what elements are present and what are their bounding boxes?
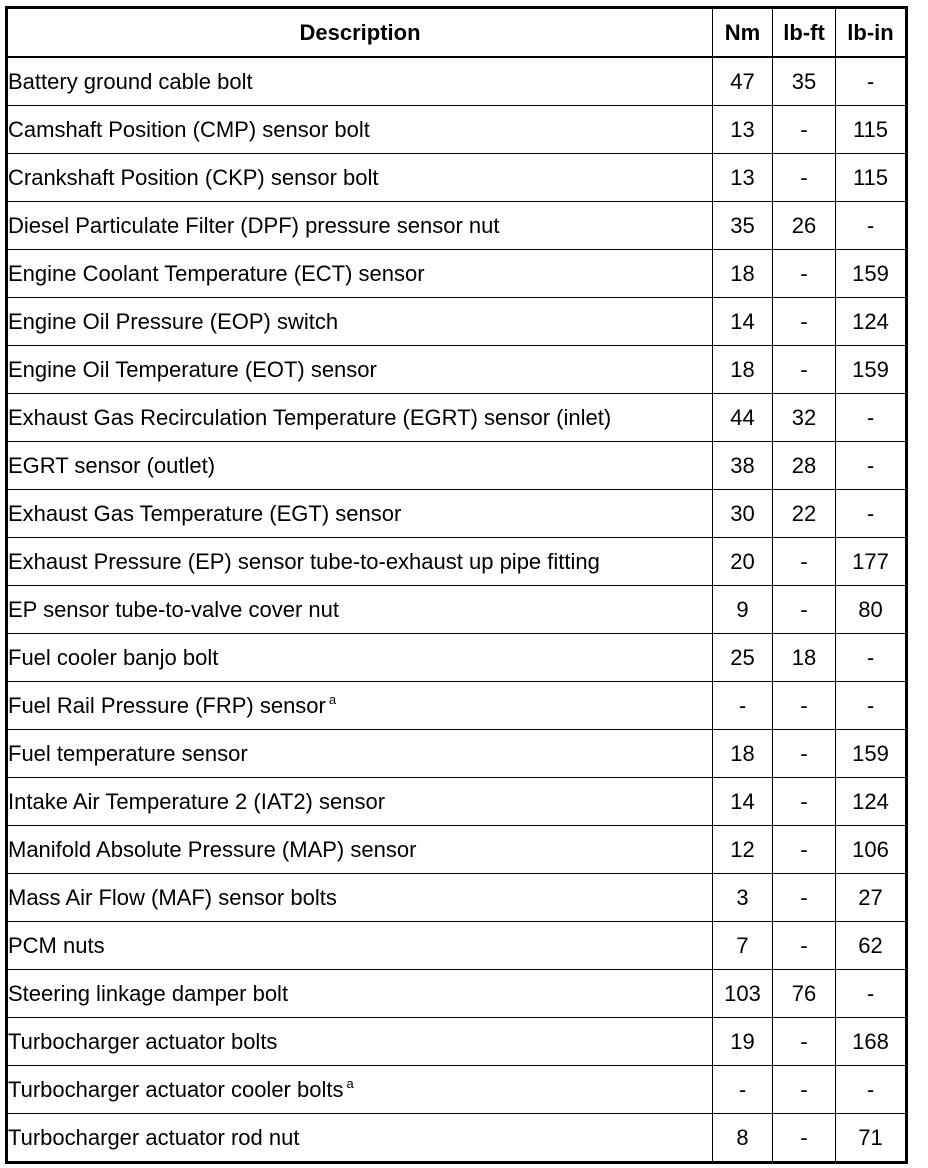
lbin-cell: - [836, 202, 907, 250]
lbin-cell: - [836, 1066, 907, 1114]
lbft-cell: - [773, 682, 836, 730]
lbin-cell: - [836, 490, 907, 538]
description-text: Camshaft Position (CMP) sensor bolt [8, 116, 370, 142]
description-cell [7, 490, 713, 538]
table-row [7, 1114, 907, 1163]
table-row [7, 538, 907, 586]
lbft-cell: 18 [773, 634, 836, 682]
lbin-cell: 159 [836, 250, 907, 298]
nm-cell: 18 [713, 250, 773, 298]
table-row [7, 490, 907, 538]
description-cell [7, 874, 713, 922]
description-text: Intake Air Temperature 2 (IAT2) sensor [8, 788, 386, 814]
lbin-cell: 62 [836, 922, 907, 970]
lbin-cell: - [836, 970, 907, 1018]
lbin-cell: 115 [836, 154, 907, 202]
lbin-cell: - [836, 57, 907, 106]
lbft-cell: 22 [773, 490, 836, 538]
lbin-cell: - [836, 634, 907, 682]
lbft-cell: - [773, 1066, 836, 1114]
nm-cell: - [713, 1066, 773, 1114]
lbft-cell: 32 [773, 394, 836, 442]
description-cell [7, 442, 713, 490]
lbft-cell: - [773, 538, 836, 586]
lbft-cell: - [773, 346, 836, 394]
lbft-cell: - [773, 826, 836, 874]
description-cell [7, 298, 713, 346]
description-cell [7, 106, 713, 154]
lbin-cell: - [836, 442, 907, 490]
description-text: Crankshaft Position (CKP) sensor bolt [8, 164, 379, 190]
description-text: Manifold Absolute Pressure (MAP) sensor [8, 836, 417, 862]
description-cell [7, 154, 713, 202]
lbft-cell: - [773, 922, 836, 970]
description-cell [7, 538, 713, 586]
table-row [7, 826, 907, 874]
nm-cell: 14 [713, 778, 773, 826]
description-text: Exhaust Pressure (EP) sensor tube-to-exhaust up pipe fitting [8, 548, 600, 574]
table-row [7, 970, 907, 1018]
description-text: Battery ground cable bolt [8, 68, 253, 94]
nm-cell: 13 [713, 154, 773, 202]
description-cell [7, 1018, 713, 1066]
lbin-cell: 115 [836, 106, 907, 154]
lbft-cell: - [773, 1018, 836, 1066]
lbft-cell: - [773, 1114, 836, 1163]
lbft-cell: - [773, 730, 836, 778]
lbin-cell: 124 [836, 778, 907, 826]
table-row [7, 346, 907, 394]
description-cell [7, 346, 713, 394]
description-cell [7, 922, 713, 970]
table-row [7, 682, 907, 730]
nm-cell: 3 [713, 874, 773, 922]
table-row [7, 730, 907, 778]
description-cell [7, 682, 713, 730]
lbin-cell: 168 [836, 1018, 907, 1066]
lbin-cell: - [836, 394, 907, 442]
table-row [7, 298, 907, 346]
description-text: Steering linkage damper bolt [8, 980, 289, 1006]
table-row [7, 202, 907, 250]
lbin-cell: 106 [836, 826, 907, 874]
torque-specifications-table [5, 6, 908, 1164]
nm-cell: 20 [713, 538, 773, 586]
description-cell [7, 778, 713, 826]
lbft-cell: 28 [773, 442, 836, 490]
lbft-cell: - [773, 250, 836, 298]
nm-cell: - [713, 682, 773, 730]
nm-cell: 18 [713, 730, 773, 778]
description-cell [7, 970, 713, 1018]
description-text: Turbocharger actuator bolts [8, 1028, 278, 1054]
table-row [7, 106, 907, 154]
description-cell [7, 826, 713, 874]
description-text: Turbocharger actuator rod nut [8, 1124, 300, 1150]
lbft-cell: 35 [773, 57, 836, 106]
nm-cell: 30 [713, 490, 773, 538]
description-text: PCM nuts [8, 932, 105, 958]
description-cell [7, 730, 713, 778]
nm-cell: 13 [713, 106, 773, 154]
table-row [7, 634, 907, 682]
lbin-cell: 71 [836, 1114, 907, 1163]
lbin-cell: 159 [836, 730, 907, 778]
table-row [7, 778, 907, 826]
table-row [7, 874, 907, 922]
table-row [7, 922, 907, 970]
lbft-cell: - [773, 586, 836, 634]
table-row [7, 442, 907, 490]
footnote-marker: a [346, 1076, 354, 1091]
table-row [7, 394, 907, 442]
header-lbin: lb-in [836, 8, 907, 58]
lbin-cell: 177 [836, 538, 907, 586]
description-text: Exhaust Gas Temperature (EGT) sensor [8, 500, 402, 526]
nm-cell: 44 [713, 394, 773, 442]
lbin-cell: 159 [836, 346, 907, 394]
description-text: Turbocharger actuator cooler bolts [8, 1077, 344, 1102]
nm-cell: 47 [713, 57, 773, 106]
nm-cell: 38 [713, 442, 773, 490]
nm-cell: 12 [713, 826, 773, 874]
description-text: Engine Oil Pressure (EOP) switch [8, 308, 339, 334]
header-lbft: lb-ft [773, 8, 836, 58]
lbft-cell: 76 [773, 970, 836, 1018]
description-cell [7, 634, 713, 682]
description-cell [7, 586, 713, 634]
description-cell [7, 1114, 713, 1163]
table-row [7, 154, 907, 202]
table-row [7, 586, 907, 634]
table-row [7, 1066, 907, 1114]
lbin-cell: - [836, 682, 907, 730]
nm-cell: 8 [713, 1114, 773, 1163]
lbft-cell: - [773, 778, 836, 826]
description-text: Fuel temperature sensor [8, 740, 248, 766]
lbin-cell: 124 [836, 298, 907, 346]
table-row [7, 57, 907, 106]
description-cell [7, 394, 713, 442]
description-cell [7, 202, 713, 250]
header-row [7, 8, 907, 58]
footnote-marker: a [328, 692, 337, 707]
lbin-cell: 80 [836, 586, 907, 634]
lbin-cell: 27 [836, 874, 907, 922]
description-cell [7, 1066, 713, 1114]
header-nm: Nm [713, 8, 773, 58]
description-text: Diesel Particulate Filter (DPF) pressure sensor nut [8, 212, 500, 238]
table-row [7, 250, 907, 298]
description-text: EGRT sensor (outlet) [8, 452, 216, 478]
lbft-cell: - [773, 298, 836, 346]
description-text: Engine Coolant Temperature (ECT) sensor [8, 260, 425, 286]
description-text: EP sensor tube-to-valve cover nut [8, 596, 339, 622]
lbft-cell: 26 [773, 202, 836, 250]
nm-cell: 7 [713, 922, 773, 970]
nm-cell: 19 [713, 1018, 773, 1066]
nm-cell: 35 [713, 202, 773, 250]
nm-cell: 25 [713, 634, 773, 682]
description-cell [7, 57, 713, 106]
lbft-cell: - [773, 106, 836, 154]
nm-cell: 103 [713, 970, 773, 1018]
nm-cell: 14 [713, 298, 773, 346]
lbft-cell: - [773, 154, 836, 202]
description-text: Engine Oil Temperature (EOT) sensor [8, 356, 377, 382]
description-cell [7, 250, 713, 298]
header-description: Description [7, 8, 713, 58]
table-row [7, 1018, 907, 1066]
description-text: Mass Air Flow (MAF) sensor bolts [8, 884, 337, 910]
nm-cell: 9 [713, 586, 773, 634]
description-text: Fuel Rail Pressure (FRP) sensor [8, 693, 326, 718]
lbft-cell: - [773, 874, 836, 922]
description-text: Exhaust Gas Recirculation Temperature (EGRT) sensor (inlet) [8, 404, 612, 430]
description-text: Fuel cooler banjo bolt [8, 644, 219, 670]
nm-cell: 18 [713, 346, 773, 394]
